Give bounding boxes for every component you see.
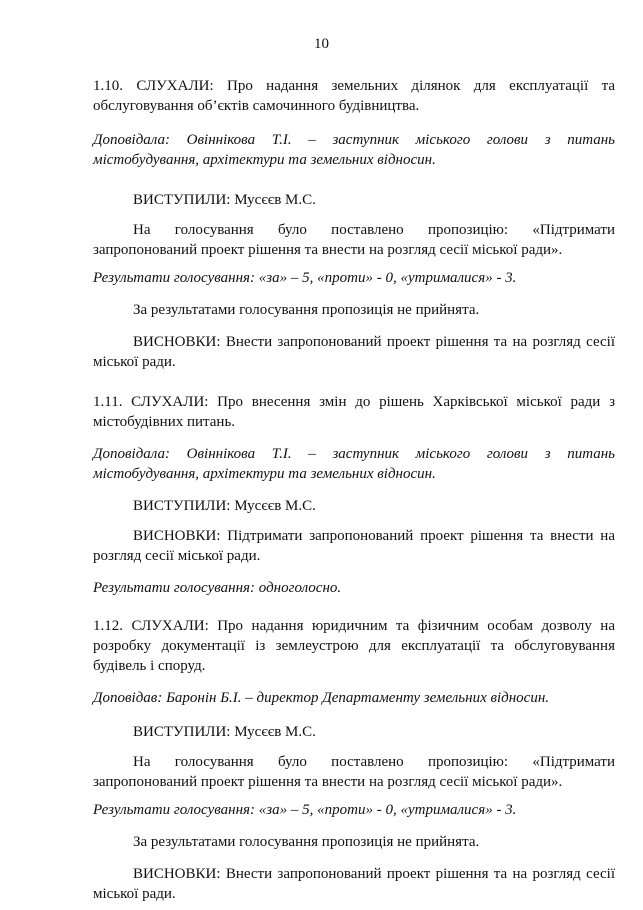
heard-paragraph: 1.12. СЛУХАЛИ: Про надання юридичним та фізичним особам дозволу на розробку документації із землеустрою для експлуатації та обслуговування будівель і споруд. — [93, 618, 615, 674]
outcome-paragraph: За результатами голосування пропозиція не прийнята. — [133, 834, 480, 850]
spoke-paragraph: ВИСТУПИЛИ: Мусєєв М.С. — [133, 724, 316, 740]
agenda-item-1-10 — [93, 76, 615, 372]
outcome-paragraph: За результатами голосування пропозиція не прийнята. — [133, 302, 480, 318]
voting-results: Результати голосування: «за» – 5, «проти» - 0, «утрималися» - 3. — [93, 802, 517, 818]
heard-paragraph: 1.10. СЛУХАЛИ: Про надання земельних ділянок для експлуатації та обслуговування об’єктів самочинного будівництва. — [93, 78, 615, 114]
proposal-paragraph: На голосування було поставлено пропозицію: «Підтримати запропонований проект рішення та внести на розгляд сесії міської ради». — [93, 222, 615, 258]
reporter-paragraph: Доповідала: Овіннікова Т.І. – заступник міського голови з питань містобудування, архітектури та земельних відносин. — [93, 446, 615, 482]
voting-results: Результати голосування: «за» – 5, «проти» - 0, «утрималися» - 3. — [93, 270, 517, 286]
agenda-item-1-12 — [93, 616, 615, 904]
page-number: 10 — [314, 36, 329, 52]
proposal-paragraph: На голосування було поставлено пропозицію: «Підтримати запропонований проект рішення та внести на розгляд сесії міської ради». — [93, 754, 615, 790]
agenda-item-1-11 — [93, 392, 615, 598]
conclusion-paragraph: ВИСНОВКИ: Внести запропонований проект рішення та на розгляд сесії міської ради. — [93, 866, 615, 902]
spoke-paragraph: ВИСТУПИЛИ: Мусєєв М.С. — [133, 498, 316, 514]
reporter-paragraph: Доповідала: Овіннікова Т.І. – заступник міського голови з питань містобудування, архітектури та земельних відносин. — [93, 132, 615, 168]
conclusion-paragraph: ВИСНОВКИ: Внести запропонований проект рішення та на розгляд сесії міської ради. — [93, 334, 615, 370]
spoke-paragraph: ВИСТУПИЛИ: Мусєєв М.С. — [133, 192, 316, 208]
document-body — [93, 76, 615, 904]
voting-results: Результати голосування: одноголосно. — [93, 580, 342, 596]
conclusion-paragraph: ВИСНОВКИ: Підтримати запропонований проект рішення та внести на розгляд сесії міської ради. — [93, 528, 615, 564]
reporter-paragraph: Доповідав: Баронін Б.І. – директор Департаменту земельних відносин. — [93, 690, 550, 706]
heard-paragraph: 1.11. СЛУХАЛИ: Про внесення змін до рішень Харківської міської ради з містобудівних питань. — [93, 394, 615, 430]
